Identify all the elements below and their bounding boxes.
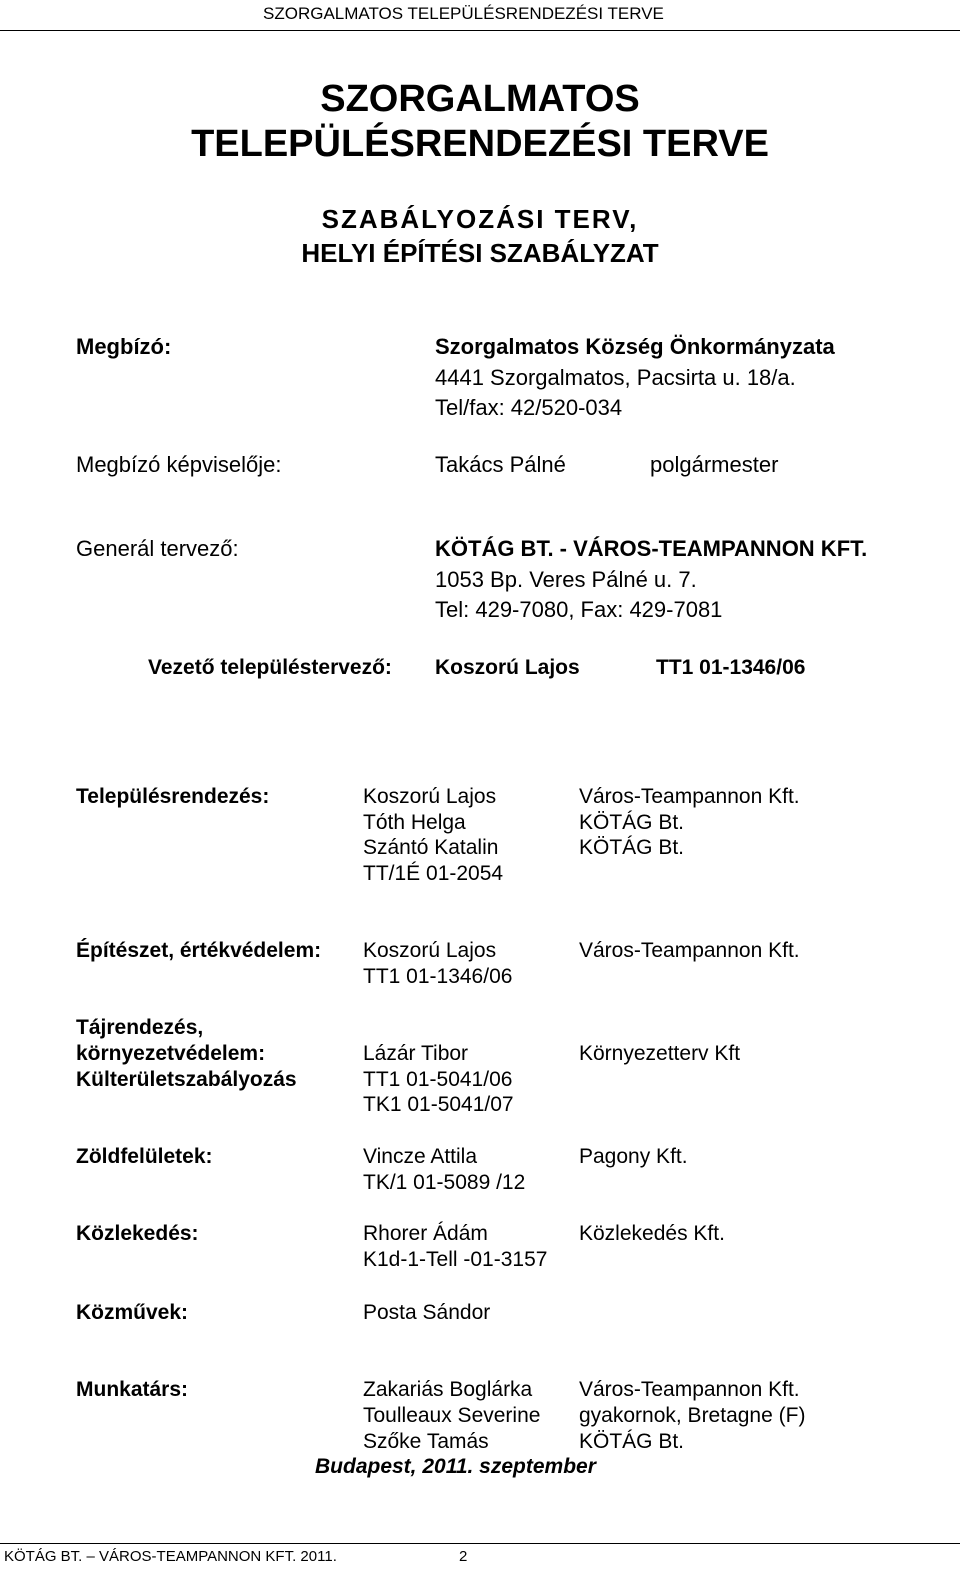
team-license: TT1 01-1346/06: [363, 965, 513, 988]
team-label-environment: környezetvédelem:: [76, 1042, 266, 1065]
client-name: Szorgalmatos Község Önkormányzata: [435, 334, 835, 359]
client-label: Megbízó:: [76, 334, 172, 359]
team-label-green: Zöldfelületek:: [76, 1145, 213, 1168]
team-person: Toulleaux Severine: [363, 1404, 541, 1427]
team-label-utilities: Közművek:: [76, 1301, 189, 1324]
team-label-staff: Munkatárs:: [76, 1378, 189, 1401]
general-designer-name: KÖTÁG BT. - VÁROS-TEAMPANNON KFT.: [435, 536, 868, 561]
team-label-outskirts: Külterületszabályozás: [76, 1068, 297, 1091]
team-label-architecture: Építészet, értékvédelem:: [76, 939, 322, 962]
team-license: K1d-1-Tell -01-3157: [363, 1248, 548, 1271]
team-label-transport: Közlekedés:: [76, 1222, 199, 1245]
team-firm: Környezetterv Kft: [579, 1042, 741, 1065]
general-designer-phone: Tel: 429-7080, Fax: 429-7081: [435, 597, 723, 622]
team-label-settlement: Településrendezés:: [76, 785, 270, 808]
team-firm: KÖTÁG Bt.: [579, 1430, 685, 1453]
running-header: SZORGALMATOS TELEPÜLÉSRENDEZÉSI TERVE: [263, 4, 664, 23]
team-firm: Pagony Kft.: [579, 1145, 688, 1168]
client-phone: Tel/fax: 42/520-034: [435, 395, 623, 420]
footer-page-number: 2: [459, 1548, 468, 1565]
team-person: Szőke Tamás: [363, 1430, 489, 1453]
team-firm: Közlekedés Kft.: [579, 1222, 725, 1245]
team-firm: Város-Teampannon Kft.: [579, 939, 800, 962]
lead-planner-label: Vezető településtervező:: [148, 656, 392, 679]
team-person: Koszorú Lajos: [363, 785, 497, 808]
team-license: TT1 01-5041/06: [363, 1068, 513, 1091]
general-designer-address: 1053 Bp. Veres Pálné u. 7.: [435, 567, 697, 592]
team-person: Tóth Helga: [363, 811, 466, 834]
team-firm: gyakornok, Bretagne (F): [579, 1404, 806, 1427]
team-person: Zakariás Boglárka: [363, 1378, 533, 1401]
team-license: TT/1É 01-2054: [363, 862, 504, 885]
team-person: Lázár Tibor: [363, 1042, 469, 1065]
team-person: Koszorú Lajos: [363, 939, 497, 962]
document-subtitle-line2: HELYI ÉPÍTÉSI SZABÁLYZAT: [301, 238, 659, 268]
place-date: Budapest, 2011. szeptember: [315, 1455, 596, 1478]
footer-rule: [0, 1543, 960, 1544]
client-rep-role: polgármester: [650, 452, 779, 477]
team-person: Rhorer Ádám: [363, 1222, 488, 1245]
client-rep-label: Megbízó képviselője:: [76, 452, 282, 477]
team-firm: KÖTÁG Bt.: [579, 811, 685, 834]
document-subtitle-line1: SZABÁLYOZÁSI TERV,: [321, 204, 639, 234]
team-license: TK/1 01-5089 /12: [363, 1171, 526, 1194]
team-license: TK1 01-5041/07: [363, 1093, 514, 1116]
client-address: 4441 Szorgalmatos, Pacsirta u. 18/a.: [435, 365, 796, 390]
client-rep-name: Takács Pálné: [435, 452, 566, 477]
footer-company: KÖTÁG BT. – VÁROS-TEAMPANNON KFT. 2011.: [4, 1548, 337, 1565]
document-title-line2: TELEPÜLÉSRENDEZÉSI TERVE: [191, 123, 769, 165]
team-firm: KÖTÁG Bt.: [579, 836, 685, 859]
header-rule: [0, 30, 960, 31]
team-firm: Város-Teampannon Kft.: [579, 785, 800, 808]
team-person: Posta Sándor: [363, 1301, 491, 1324]
lead-planner-license: TT1 01-1346/06: [656, 656, 806, 679]
general-designer-label: Generál tervező:: [76, 536, 239, 561]
team-person: Szántó Katalin: [363, 836, 499, 859]
team-label-landscape: Tájrendezés,: [76, 1016, 204, 1039]
team-person: Vincze Attila: [363, 1145, 478, 1168]
document-title-line1: SZORGALMATOS: [320, 78, 640, 120]
lead-planner-name: Koszorú Lajos: [435, 656, 580, 679]
team-firm: Város-Teampannon Kft.: [579, 1378, 800, 1401]
